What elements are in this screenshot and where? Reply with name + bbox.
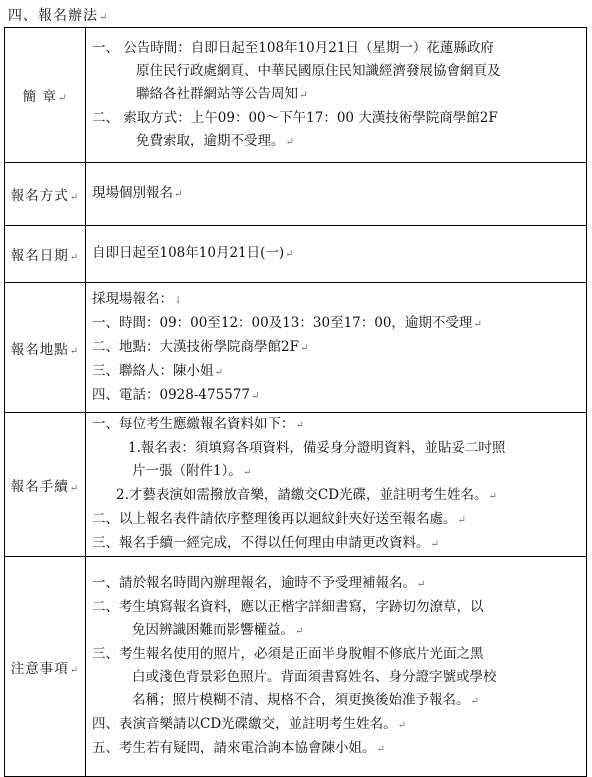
- place-line-4: 三、聯絡人：陳小姐↵: [92, 362, 223, 379]
- label-brief: 簡 章↵: [5, 28, 86, 163]
- notes-line-3: 免因辨識困難而影響權益。↵: [132, 622, 304, 638]
- label-procedure: 報名手續↵: [5, 413, 86, 557]
- place-line-2: 一、時間：09：00至12：00及13：30至17：00，逾期不受理↵: [92, 314, 482, 331]
- content-notes: [86, 557, 587, 777]
- content-method: 現場個別報名↵: [86, 163, 587, 226]
- row-method: [5, 163, 587, 226]
- notes-line-2: 二、考生填寫報名資料，應以正楷字詳細書寫，字跡切勿潦草，以: [92, 599, 484, 615]
- place-line-5: 四、電話：0928-475577↵: [92, 386, 260, 403]
- row-brief: [5, 28, 587, 163]
- notes-line-4: 三、考生報名使用的照片，必須是正面半身脫帽不修底片光面之黑: [92, 646, 484, 662]
- brief-line-5: 免費索取，逾期不受理。↵: [136, 132, 294, 149]
- procedure-line-2: 1.報名表：須填寫各項資料，備妥身分證明資料，並貼妥二吋照: [128, 440, 506, 456]
- procedure-line-3: 片一張（附件1）。↵: [132, 463, 252, 479]
- notes-line-8: 五、考生若有疑問，請來電洽詢本協會陳小姐。↵: [92, 740, 385, 756]
- label-date: 報名日期↵: [5, 226, 86, 283]
- section-heading: 四、報名辦法↵: [8, 8, 109, 24]
- place-line-3: 二、地點：大漢技術學院商學館2F↵: [92, 338, 309, 355]
- content-date: 自即日起至108年10月21日(一)↵: [86, 226, 587, 283]
- label-notes: 注意事項↵: [5, 557, 86, 777]
- brief-line-4: 二、 索取方式：上午09：00～下午17：00 大漢技術學院商學館2F: [92, 109, 498, 126]
- notes-line-6: 名稱；照片模糊不清、規格不合，須更換後始准予報名。↵: [132, 692, 479, 708]
- row-place: [5, 283, 587, 413]
- row-date: [5, 226, 587, 283]
- content-brief: [86, 28, 587, 163]
- brief-line-1: 一、 公告時間：自即日起至108年10月21日（星期一）花蓮縣政府: [92, 39, 494, 56]
- procedure-line-5: 二、以上報名表件請依序整理後再以迴紋針夾好送至報名處。↵: [92, 511, 466, 527]
- label-place: 報名地點↵: [5, 283, 86, 413]
- method-text: 現場個別報名: [92, 185, 173, 201]
- date-text: 自即日起至108年10月21日(一): [92, 245, 285, 261]
- content-place: [86, 283, 587, 413]
- place-line-1: 採現場報名：↓: [92, 290, 183, 307]
- procedure-line-6: 三、報名手續一經完成，不得以任何理由申請更改資料。↵: [92, 535, 439, 551]
- notes-line-1: 一、請於報名時間內辦理報名，逾時不予受理補報名。↵: [92, 575, 426, 591]
- row-procedure: [5, 413, 587, 557]
- brief-line-2: 原住民行政處網頁、中華民國原住民知識經濟發展協會網頁及: [136, 62, 501, 79]
- label-method: 報名方式↵: [5, 163, 86, 226]
- registration-table: [4, 27, 587, 777]
- procedure-line-4: 2.才藝表演如需撥放音樂，請繳交CD光碟，並註明考生姓名。↵: [116, 487, 497, 503]
- procedure-line-1: 一、每位考生應繳報名資料如下：↵: [92, 416, 304, 432]
- content-procedure: [86, 413, 587, 557]
- notes-line-7: 四、表演音樂請以CD光碟繳交，並註明考生姓名。↵: [92, 716, 407, 732]
- row-notes: [5, 557, 587, 777]
- brief-line-3: 聯絡各社群網站等公告周知↵: [136, 85, 308, 102]
- notes-line-5: 白或淺色背景彩色照片。背面須書寫姓名、身分證字號或學校: [132, 669, 497, 685]
